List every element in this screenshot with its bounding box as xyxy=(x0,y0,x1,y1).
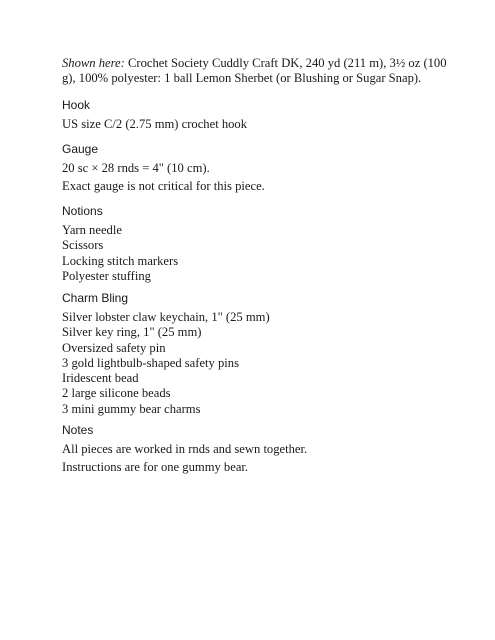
hook-list xyxy=(62,117,442,132)
charm-item: 3 gold lightbulb-shaped safety pins xyxy=(62,355,239,370)
hook-section xyxy=(62,98,442,132)
gauge-list xyxy=(62,161,442,195)
gauge-heading: Gauge xyxy=(62,142,99,156)
notes-section xyxy=(62,423,442,476)
charm-item: 2 large silicone beads xyxy=(62,386,171,401)
note-item: All pieces are worked in rnds and sewn together. xyxy=(62,442,308,456)
materials-intro xyxy=(62,56,447,87)
charm-item: Oversized safety pin xyxy=(62,340,166,355)
gauge-note: Exact gauge is not critical for this piece. xyxy=(62,179,265,194)
hook-item: US size C/2 (2.75 mm) crochet hook xyxy=(62,117,248,131)
charm-item: Iridescent bead xyxy=(62,371,139,386)
yarn-description: Crochet Society Cuddly Craft DK, 240 yd (211 m), 3½ oz (100 xyxy=(128,56,447,70)
notes-heading: Notes xyxy=(62,423,94,437)
notes-list xyxy=(62,442,442,476)
gauge-measurement: 20 sc × 28 rnds = 4" (10 cm). xyxy=(62,161,210,175)
notions-list xyxy=(62,223,442,284)
charm-bling-heading: Charm Bling xyxy=(62,291,129,305)
gauge-section xyxy=(62,142,442,195)
note-item: Instructions are for one gummy bear. xyxy=(62,460,249,475)
charm-item: Silver lobster claw keychain, 1" (25 mm) xyxy=(62,310,270,324)
charm-item: 3 mini gummy bear charms xyxy=(62,401,201,416)
notions-heading: Notions xyxy=(62,204,103,218)
notion-item: Scissors xyxy=(62,238,104,253)
charm-bling-list xyxy=(62,310,442,417)
hook-heading: Hook xyxy=(62,98,91,112)
notion-item: Polyester stuffing xyxy=(62,268,151,283)
charm-item: Silver key ring, 1" (25 mm) xyxy=(62,325,202,340)
intro-line-1 xyxy=(62,56,447,71)
notions-section xyxy=(62,204,442,284)
notion-item: Yarn needle xyxy=(62,223,122,237)
notion-item: Locking stitch markers xyxy=(62,253,179,268)
intro-line-2: g), 100% polyester: 1 ball Lemon Sherbet (or Blushing or Sugar Snap). xyxy=(62,71,422,86)
charm-bling-section xyxy=(62,291,442,417)
shown-here-label: Shown here: xyxy=(62,56,125,70)
